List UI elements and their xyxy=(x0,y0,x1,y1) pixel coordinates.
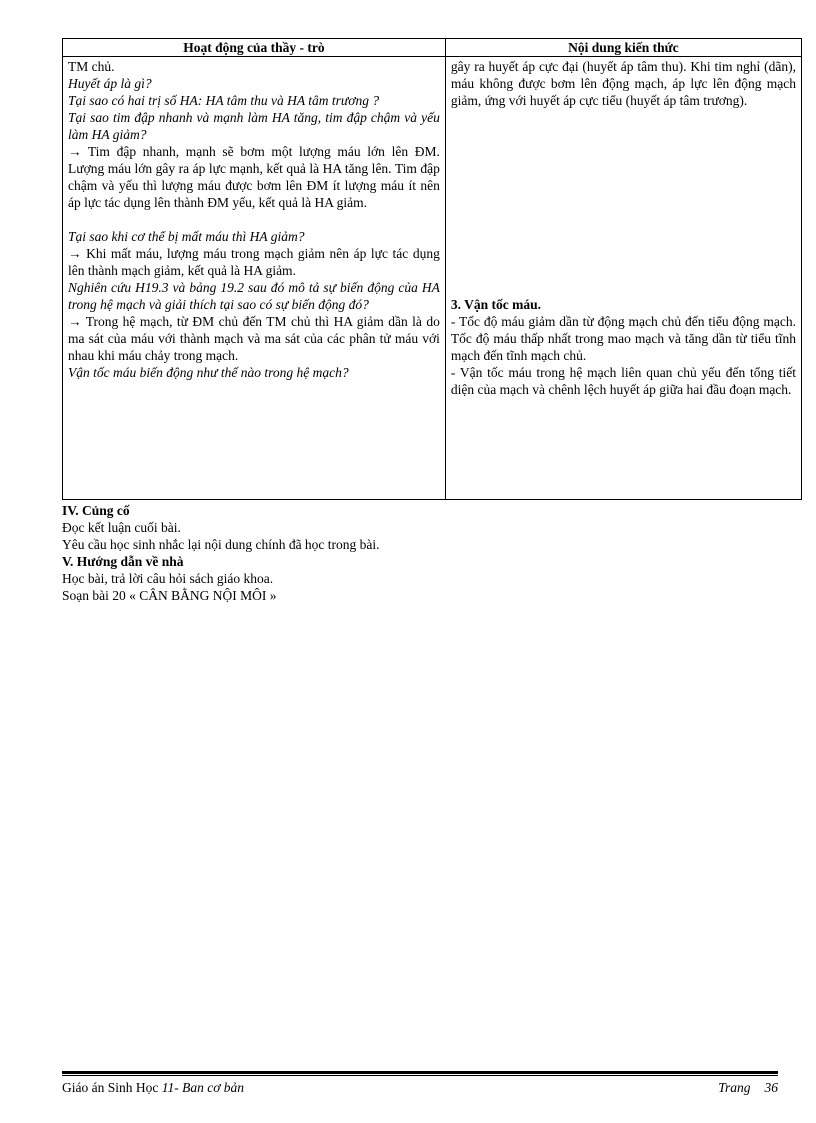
footer-page-info xyxy=(704,1079,778,1096)
question-text: Vận tốc máu biến động như thế nào trong hệ mạch? xyxy=(68,365,349,380)
spacer xyxy=(68,211,440,228)
section-title-blood-velocity: 3. Vận tốc máu. xyxy=(450,297,542,312)
answer-text: → Trong hệ mạch, từ ĐM chủ đến TM chủ thì HA giảm dần là do ma sát của máu với thành mạch và ma sát của các phân tử máu với nhau khi máu chảy trong mạch. xyxy=(68,314,440,363)
answer-text: → Khi mất máu, lượng máu trong mạch giảm nên áp lực tác dụng lên thành mạch giảm, kết quả là HA giảm. xyxy=(68,246,440,278)
answer-text: → Tim đập nhanh, mạnh sẽ bơm một lượng máu lớn lên ĐM. Lượng máu lớn gây ra áp lực mạnh, kết quả là HA tăng lên. Tim đập chậm và yếu thì lượng máu được bơm lên ĐM ít lượng máu ít nên áp lực tác dụng lên thành ĐM yếu, kết quả là HA giảm. xyxy=(68,144,440,210)
footer-course-name: Giáo án Sinh Học xyxy=(62,1080,162,1095)
question-text: Tại sao khi cơ thể bị mất máu thì HA giảm? xyxy=(68,229,305,244)
footer-page-number: 36 xyxy=(764,1080,778,1095)
activity-text: TM chủ. xyxy=(68,59,115,74)
header-teacher-student-activity: Hoạt động của thầy - trò xyxy=(63,39,446,57)
knowledge-text: - Tốc độ máu giảm dần từ động mạch chủ đến tiểu động mạch. Tốc độ máu thấp nhất trong mao mạch và tăng dần từ tiểu tĩnh mạch đến tĩnh mạch chủ. xyxy=(450,314,796,363)
knowledge-text: - Vận tốc máu trong hệ mạch liên quan chủ yếu đến tổng tiết diện của mạch và chênh lệch huyết áp giữa hai đầu đoạn mạch. xyxy=(450,365,796,397)
spacer xyxy=(451,109,796,296)
header-knowledge-content: Nội dung kiến thức xyxy=(445,39,801,57)
question-text: Nghiên cứu H19.3 và bảng 19.2 sau đó mô tả sự biến động của HA trong hệ mạch và giải thích tại sao có sự biến động đó? xyxy=(68,280,440,312)
body-line: Đọc kết luận cuối bài. xyxy=(62,520,181,535)
knowledge-cell xyxy=(445,57,801,500)
table-row xyxy=(63,57,802,500)
footer-rule-thin xyxy=(62,1075,778,1076)
question-text: Tại sao tim đập nhanh và mạnh làm HA tăng, tim đập chậm và yếu làm HA giảm? xyxy=(68,110,440,142)
table-header-row xyxy=(63,39,802,57)
body-line: Soạn bài 20 « CÂN BẰNG NỘI MÔI » xyxy=(62,588,277,603)
page-footer xyxy=(62,1071,778,1096)
after-table-content xyxy=(62,502,802,604)
question-text: Huyết áp là gì? xyxy=(68,76,152,91)
lesson-table xyxy=(62,38,802,500)
footer-row xyxy=(62,1079,778,1096)
section-heading-homework: V. Hướng dẫn về nhà xyxy=(62,554,184,569)
section-heading-consolidation: IV. Củng cố xyxy=(62,503,130,518)
footer-page-label: Trang xyxy=(718,1080,751,1095)
activity-cell xyxy=(63,57,446,500)
body-line: Yêu cầu học sinh nhắc lại nội dung chính đã học trong bài. xyxy=(62,537,380,552)
document-page xyxy=(62,38,802,604)
footer-rule xyxy=(62,1071,778,1074)
question-text: Tại sao có hai trị số HA: HA tâm thu và HA tâm trương ? xyxy=(68,93,380,108)
footer-course-edition: 11- Ban cơ bản xyxy=(161,1080,245,1095)
footer-course-title xyxy=(62,1079,244,1096)
knowledge-text: gây ra huyết áp cực đại (huyết áp tâm thu). Khi tim nghỉ (dãn), máu không được bơm lên động mạch, áp lực lên động mạch giảm, ứng với huyết áp cực tiểu (huyết áp tâm trương). xyxy=(450,59,796,108)
body-line: Học bài, trả lời câu hỏi sách giáo khoa. xyxy=(62,571,274,586)
